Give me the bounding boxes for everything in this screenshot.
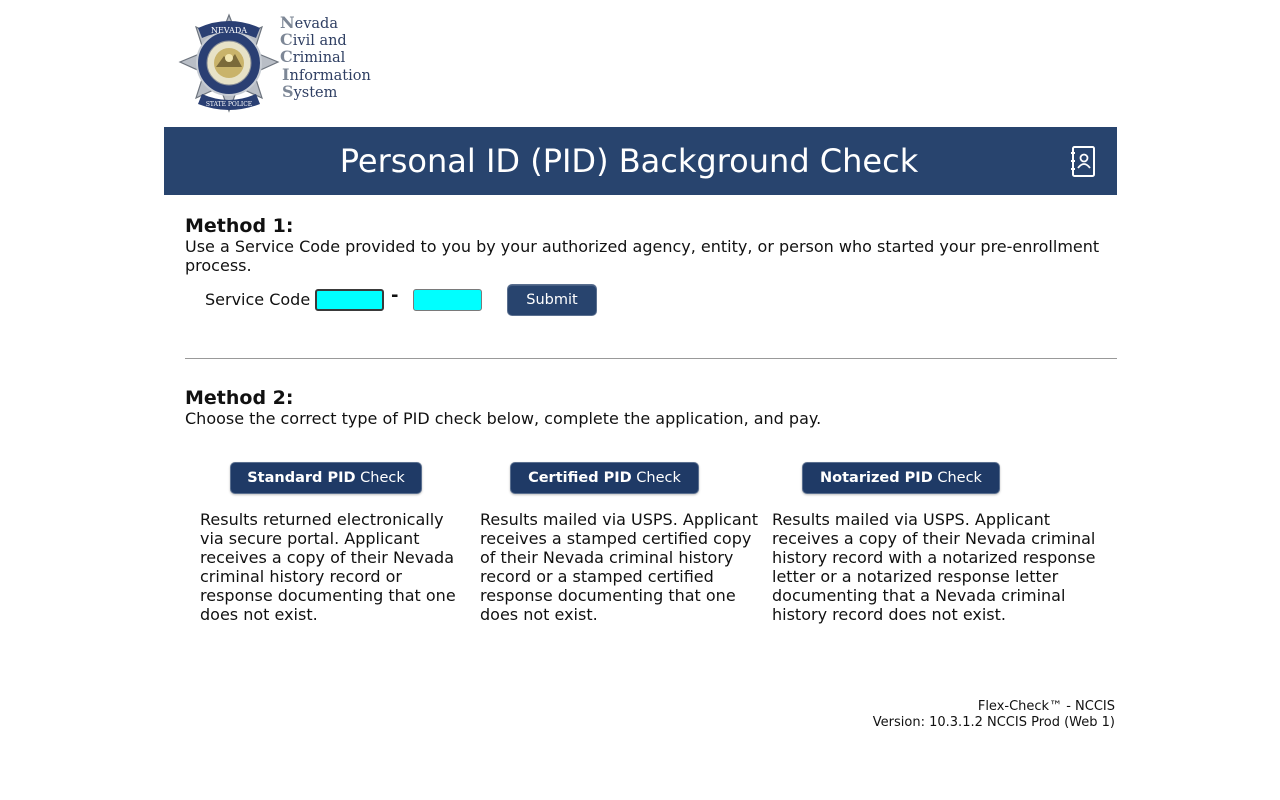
footer-version: Version: 10.3.1.2 NCCIS Prod (Web 1) xyxy=(872,714,1115,730)
nccis-logo xyxy=(178,12,378,114)
footer-product: Flex-Check™ - NCCIS xyxy=(977,699,1115,714)
certified-pid-button-bold: Certified PID xyxy=(528,470,632,486)
service-code-label: Service Code xyxy=(205,290,311,309)
service-code-input-part-1[interactable] xyxy=(315,289,384,311)
notarized-pid-check-button[interactable] xyxy=(802,462,1000,494)
service-code-dash: - xyxy=(391,285,399,306)
standard-pid-button-bold: Standard PID xyxy=(247,470,356,486)
standard-pid-button-text: Check xyxy=(360,470,405,486)
badge-top-text: NEVADA xyxy=(210,26,248,35)
service-code-input-part-2[interactable] xyxy=(413,289,482,311)
logo-wordmark xyxy=(280,15,371,101)
submit-button[interactable]: Submit xyxy=(507,284,597,316)
certified-pid-description: Results mailed via USPS. Applicant receives a stamped certified copy of their Nevada criminal history record or a stamped certified response documenting that one does not exist. xyxy=(480,510,759,624)
certified-pid-check-button[interactable] xyxy=(510,462,699,494)
logo-line-2: Civil and xyxy=(280,30,347,50)
notarized-pid-button-bold: Notarized PID xyxy=(820,470,933,486)
section-divider xyxy=(185,358,1117,359)
notarized-pid-description: Results mailed via USPS. Applicant receives a copy of their Nevada criminal history record with a notarized response letter or a notarized response letter documenting that a Nevada criminal history record does not exist. xyxy=(772,510,1096,624)
notarized-pid-button-text: Check xyxy=(937,470,982,486)
logo-line-4: Information xyxy=(282,64,371,84)
logo-line-5: System xyxy=(282,81,338,101)
state-police-badge-icon xyxy=(178,12,280,114)
certified-pid-button-text: Check xyxy=(636,470,681,486)
service-code-row xyxy=(205,284,625,316)
method-2-description: Choose the correct type of PID check below, complete the application, and pay. xyxy=(185,409,822,428)
method-1-heading: Method 1: xyxy=(185,215,294,237)
method-1-description: Use a Service Code provided to you by your authorized agency, entity, or person who started your pre-enrollment process. xyxy=(185,237,1100,275)
standard-pid-check-button[interactable] xyxy=(230,462,422,494)
method-1-section xyxy=(185,215,1117,275)
logo-line-3: Criminal xyxy=(280,47,346,67)
logo-line-1: Nevada xyxy=(280,13,338,32)
footer xyxy=(873,699,1115,730)
page-title: Personal ID (PID) Background Check xyxy=(339,142,919,180)
page-header xyxy=(164,127,1117,195)
badge-bottom-text: STATE POLICE xyxy=(205,101,253,108)
method-2-section xyxy=(185,387,1117,428)
method-2-heading: Method 2: xyxy=(185,387,294,409)
standard-pid-description: Results returned electronically via secure portal. Applicant receives a copy of their Nevada criminal history record or response documenting that one does not exist. xyxy=(200,510,456,624)
contact-book-icon[interactable] xyxy=(1070,146,1096,177)
